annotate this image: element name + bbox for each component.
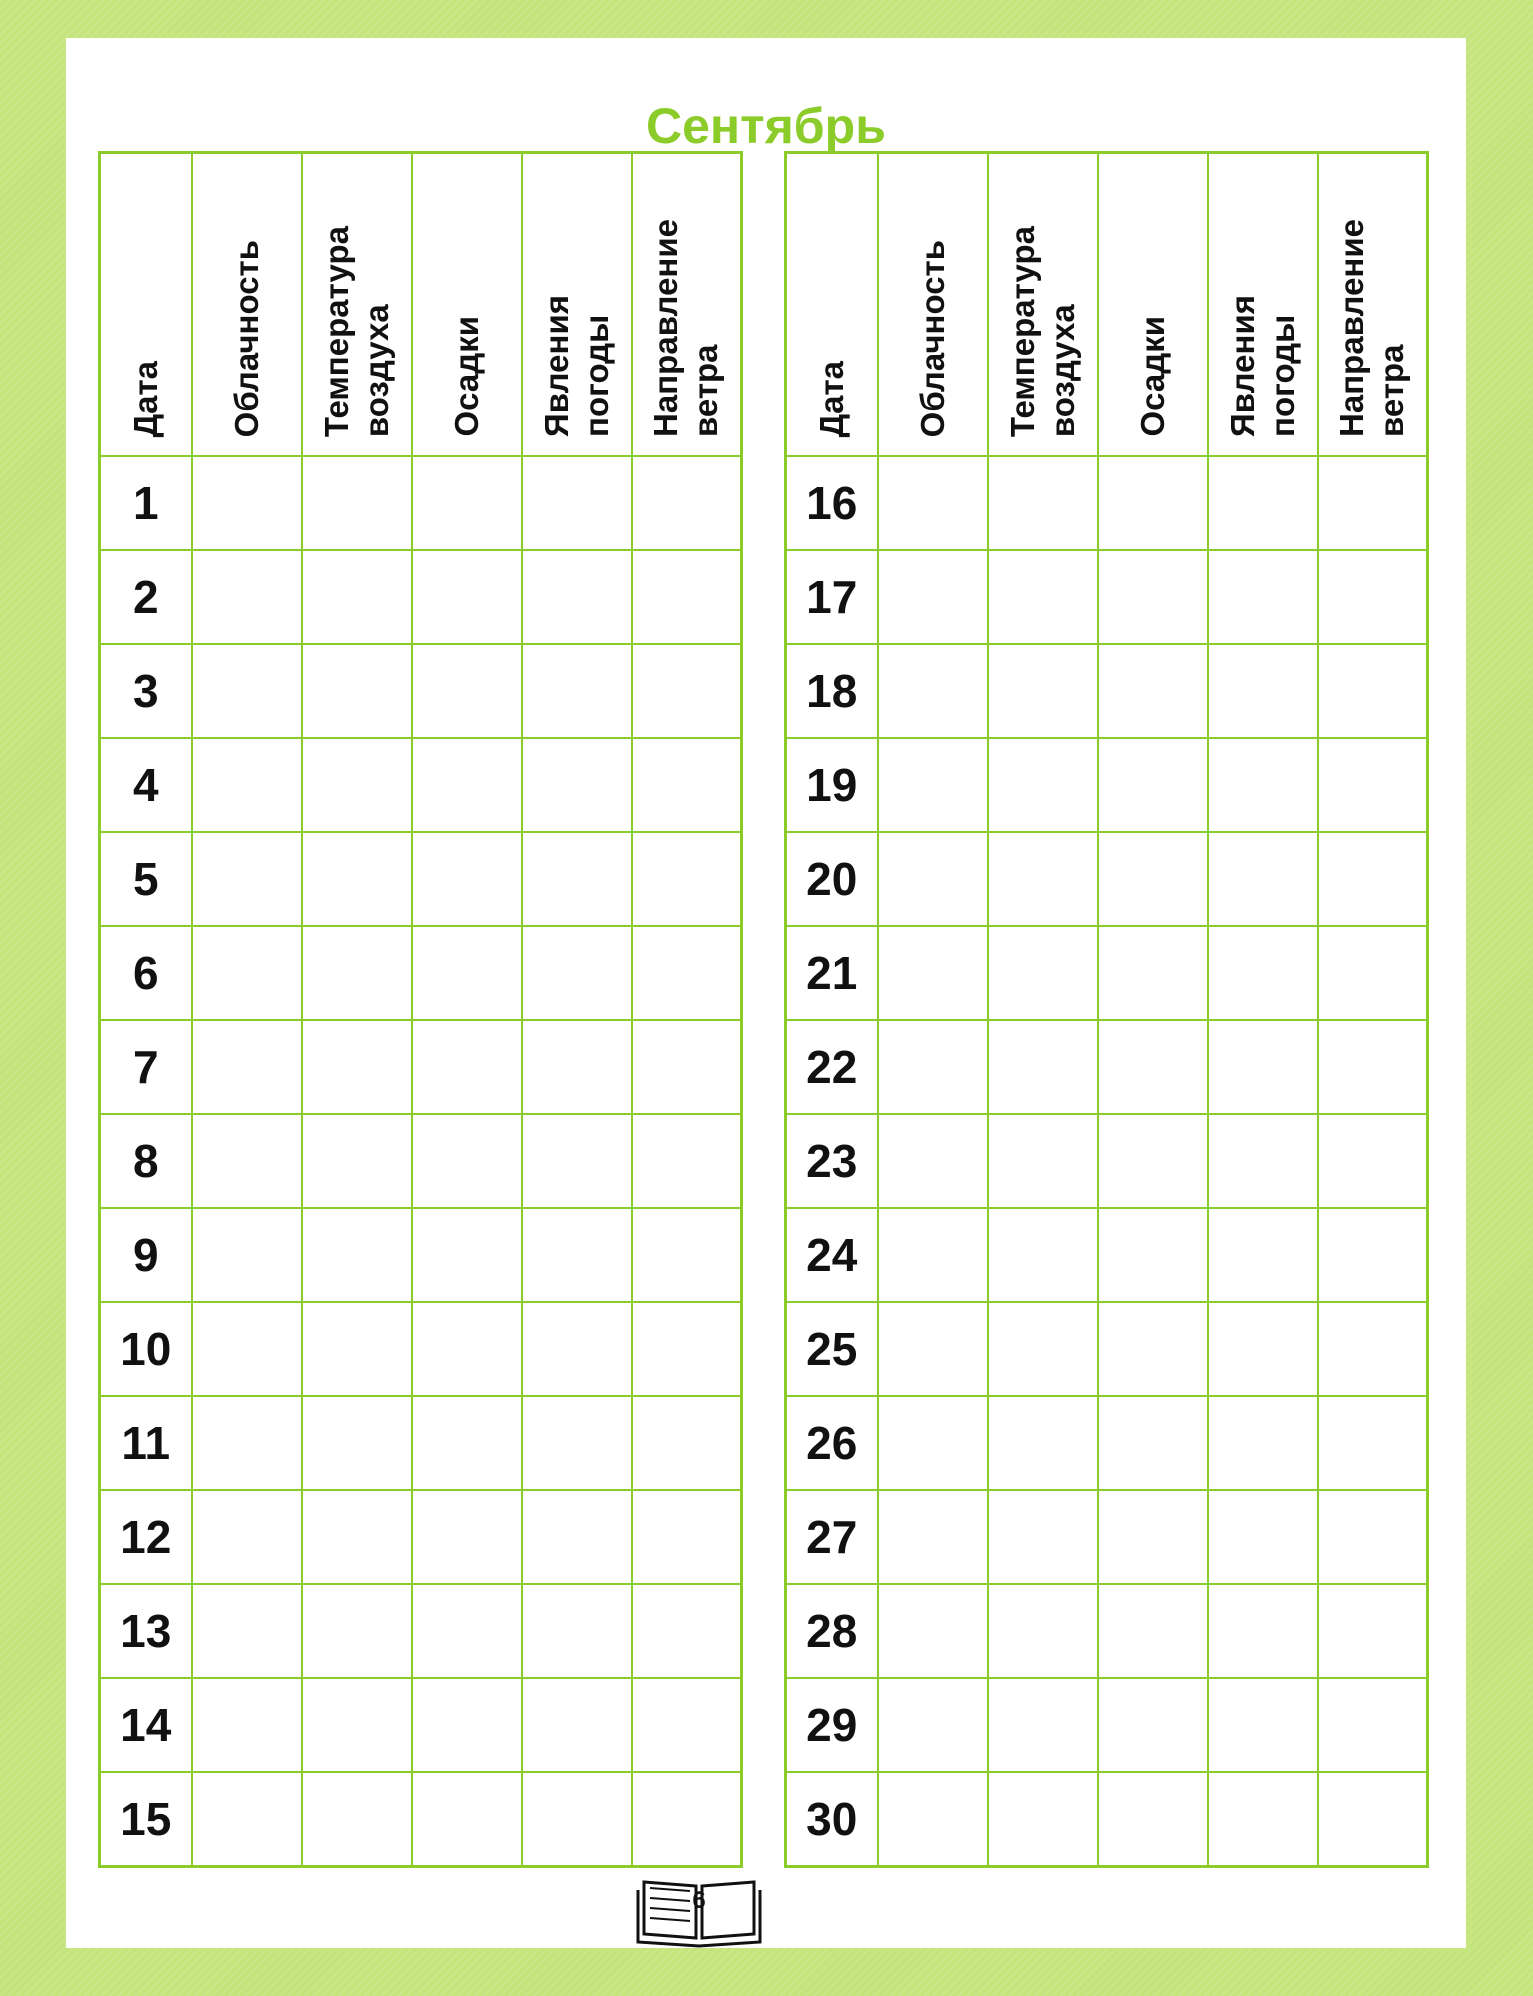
weather-phenomena-cell[interactable] xyxy=(522,926,632,1020)
wind-direction-cell[interactable] xyxy=(1318,1020,1428,1114)
date-cell: 5 xyxy=(100,832,192,926)
table-header-row xyxy=(786,153,1428,457)
weather-phenomena-cell[interactable] xyxy=(1208,550,1318,644)
date-cell: 24 xyxy=(786,1208,878,1302)
temperature-cell[interactable] xyxy=(302,832,412,926)
cloudiness-cell[interactable] xyxy=(192,926,302,1020)
date-cell: 3 xyxy=(100,644,192,738)
wind-direction-cell[interactable] xyxy=(1318,1208,1428,1302)
table-row xyxy=(786,1020,1428,1114)
cloudiness-cell[interactable] xyxy=(878,832,988,926)
table-row xyxy=(100,738,742,832)
date-cell: 27 xyxy=(786,1490,878,1584)
temperature-cell[interactable] xyxy=(988,738,1098,832)
weather-phenomena-cell[interactable] xyxy=(1208,1490,1318,1584)
precipitation-cell[interactable] xyxy=(412,1020,522,1114)
date-cell: 13 xyxy=(100,1584,192,1678)
precipitation-cell[interactable] xyxy=(1098,1678,1208,1772)
cloudiness-cell[interactable] xyxy=(878,1302,988,1396)
cloudiness-cell[interactable] xyxy=(192,1302,302,1396)
wind-direction-cell[interactable] xyxy=(632,738,742,832)
table-row xyxy=(100,926,742,1020)
precipitation-cell[interactable] xyxy=(1098,1114,1208,1208)
temperature-cell[interactable] xyxy=(302,456,412,550)
cloudiness-cell[interactable] xyxy=(878,550,988,644)
table-row xyxy=(786,550,1428,644)
cloudiness-cell[interactable] xyxy=(878,1490,988,1584)
table-row xyxy=(100,456,742,550)
temperature-cell[interactable] xyxy=(302,1208,412,1302)
weather-phenomena-cell[interactable] xyxy=(522,1114,632,1208)
table-row xyxy=(786,1208,1428,1302)
page-number: 6 xyxy=(692,1887,706,1914)
date-cell: 25 xyxy=(786,1302,878,1396)
table-header-row xyxy=(100,153,742,457)
date-cell: 19 xyxy=(786,738,878,832)
date-cell: 6 xyxy=(100,926,192,1020)
date-cell: 18 xyxy=(786,644,878,738)
precipitation-cell[interactable] xyxy=(1098,926,1208,1020)
cloudiness-cell[interactable] xyxy=(192,1020,302,1114)
wind-direction-cell[interactable] xyxy=(1318,1678,1428,1772)
temperature-cell[interactable] xyxy=(302,738,412,832)
weather-phenomena-cell[interactable] xyxy=(522,832,632,926)
wind-direction-cell[interactable] xyxy=(1318,738,1428,832)
table-row xyxy=(786,644,1428,738)
cloudiness-cell[interactable] xyxy=(192,1772,302,1867)
date-cell: 29 xyxy=(786,1678,878,1772)
precipitation-cell[interactable] xyxy=(412,550,522,644)
date-cell: 2 xyxy=(100,550,192,644)
wind-direction-cell[interactable] xyxy=(1318,456,1428,550)
table-row xyxy=(786,926,1428,1020)
wind-direction-cell[interactable] xyxy=(1318,1584,1428,1678)
weather-phenomena-cell[interactable] xyxy=(1208,1584,1318,1678)
cloudiness-cell[interactable] xyxy=(878,926,988,1020)
temperature-cell[interactable] xyxy=(988,1114,1098,1208)
weather-phenomena-cell[interactable] xyxy=(522,1490,632,1584)
cloudiness-cell[interactable] xyxy=(192,738,302,832)
cloudiness-cell[interactable] xyxy=(878,1208,988,1302)
temperature-cell[interactable] xyxy=(302,1772,412,1867)
temperature-cell[interactable] xyxy=(302,1302,412,1396)
precipitation-cell[interactable] xyxy=(412,738,522,832)
header-weather-phenomena: Явления погоды xyxy=(1208,153,1318,457)
workbook-page xyxy=(66,38,1466,1948)
page-number-badge xyxy=(632,1868,766,1948)
temperature-cell[interactable] xyxy=(302,1490,412,1584)
wind-direction-cell[interactable] xyxy=(632,926,742,1020)
temperature-cell[interactable] xyxy=(302,1114,412,1208)
table-row xyxy=(786,1678,1428,1772)
date-cell: 23 xyxy=(786,1114,878,1208)
cloudiness-cell[interactable] xyxy=(878,1020,988,1114)
table-row xyxy=(786,1490,1428,1584)
cloudiness-cell[interactable] xyxy=(192,832,302,926)
table-row xyxy=(786,1584,1428,1678)
date-cell: 4 xyxy=(100,738,192,832)
header-date: Дата xyxy=(100,153,192,457)
table-row xyxy=(786,1772,1428,1867)
temperature-cell[interactable] xyxy=(988,1020,1098,1114)
wind-direction-cell[interactable] xyxy=(632,1772,742,1867)
weather-phenomena-cell[interactable] xyxy=(522,1772,632,1867)
wind-direction-cell[interactable] xyxy=(632,1490,742,1584)
wind-direction-cell[interactable] xyxy=(1318,926,1428,1020)
precipitation-cell[interactable] xyxy=(1098,1208,1208,1302)
cloudiness-cell[interactable] xyxy=(192,644,302,738)
table-row xyxy=(100,1584,742,1678)
wind-direction-cell[interactable] xyxy=(1318,1490,1428,1584)
cloudiness-cell[interactable] xyxy=(878,1772,988,1867)
date-cell: 15 xyxy=(100,1772,192,1867)
table-row xyxy=(100,1490,742,1584)
temperature-cell[interactable] xyxy=(988,926,1098,1020)
temperature-cell[interactable] xyxy=(988,1584,1098,1678)
weather-phenomena-cell[interactable] xyxy=(522,456,632,550)
date-cell: 14 xyxy=(100,1678,192,1772)
weather-phenomena-cell[interactable] xyxy=(522,1678,632,1772)
cloudiness-cell[interactable] xyxy=(192,1208,302,1302)
temperature-cell[interactable] xyxy=(988,644,1098,738)
header-weather-phenomena: Явления погоды xyxy=(522,153,632,457)
precipitation-cell[interactable] xyxy=(1098,1020,1208,1114)
wind-direction-cell[interactable] xyxy=(1318,832,1428,926)
date-cell: 26 xyxy=(786,1396,878,1490)
date-cell: 1 xyxy=(100,456,192,550)
table-row xyxy=(100,1302,742,1396)
weather-phenomena-cell[interactable] xyxy=(522,1584,632,1678)
date-cell: 7 xyxy=(100,1020,192,1114)
weather-phenomena-cell[interactable] xyxy=(522,1208,632,1302)
wind-direction-cell[interactable] xyxy=(1318,550,1428,644)
precipitation-cell[interactable] xyxy=(412,1584,522,1678)
date-cell: 11 xyxy=(100,1396,192,1490)
wind-direction-cell[interactable] xyxy=(632,832,742,926)
cloudiness-cell[interactable] xyxy=(878,1584,988,1678)
cloudiness-cell[interactable] xyxy=(878,1396,988,1490)
header-temperature: Температура воздуха xyxy=(988,153,1098,457)
wind-direction-cell[interactable] xyxy=(1318,1114,1428,1208)
wind-direction-cell[interactable] xyxy=(1318,1396,1428,1490)
temperature-cell[interactable] xyxy=(302,550,412,644)
wind-direction-cell[interactable] xyxy=(632,550,742,644)
table-row xyxy=(100,1114,742,1208)
cloudiness-cell[interactable] xyxy=(878,644,988,738)
wind-direction-cell[interactable] xyxy=(632,1584,742,1678)
temperature-cell[interactable] xyxy=(988,1678,1098,1772)
table-row xyxy=(100,1208,742,1302)
precipitation-cell[interactable] xyxy=(1098,456,1208,550)
table-row xyxy=(100,644,742,738)
temperature-cell[interactable] xyxy=(988,1208,1098,1302)
date-cell: 28 xyxy=(786,1584,878,1678)
precipitation-cell[interactable] xyxy=(412,1114,522,1208)
date-cell: 10 xyxy=(100,1302,192,1396)
table-row xyxy=(786,1302,1428,1396)
temperature-cell[interactable] xyxy=(988,1490,1098,1584)
date-cell: 21 xyxy=(786,926,878,1020)
temperature-cell[interactable] xyxy=(302,1584,412,1678)
cloudiness-cell[interactable] xyxy=(192,550,302,644)
cloudiness-cell[interactable] xyxy=(192,1584,302,1678)
date-cell: 30 xyxy=(786,1772,878,1867)
weather-phenomena-cell[interactable] xyxy=(1208,1396,1318,1490)
weather-phenomena-cell[interactable] xyxy=(1208,644,1318,738)
weather-phenomena-cell[interactable] xyxy=(1208,926,1318,1020)
temperature-cell[interactable] xyxy=(302,644,412,738)
weather-table-left xyxy=(98,151,743,1868)
precipitation-cell[interactable] xyxy=(1098,1490,1208,1584)
cloudiness-cell[interactable] xyxy=(878,738,988,832)
precipitation-cell[interactable] xyxy=(1098,832,1208,926)
temperature-cell[interactable] xyxy=(988,1772,1098,1867)
table-row xyxy=(100,1020,742,1114)
wind-direction-cell[interactable] xyxy=(1318,1772,1428,1867)
table-row xyxy=(100,1678,742,1772)
cloudiness-cell[interactable] xyxy=(192,456,302,550)
weather-phenomena-cell[interactable] xyxy=(1208,1772,1318,1867)
weather-phenomena-cell[interactable] xyxy=(522,550,632,644)
precipitation-cell[interactable] xyxy=(412,926,522,1020)
table-row xyxy=(786,832,1428,926)
cloudiness-cell[interactable] xyxy=(192,1678,302,1772)
weather-phenomena-cell[interactable] xyxy=(522,1020,632,1114)
weather-phenomena-cell[interactable] xyxy=(1208,1208,1318,1302)
table-row xyxy=(100,832,742,926)
table-row xyxy=(786,456,1428,550)
weather-phenomena-cell[interactable] xyxy=(522,1302,632,1396)
wind-direction-cell[interactable] xyxy=(632,1208,742,1302)
temperature-cell[interactable] xyxy=(302,1396,412,1490)
cloudiness-cell[interactable] xyxy=(192,1396,302,1490)
precipitation-cell[interactable] xyxy=(412,1302,522,1396)
temperature-cell[interactable] xyxy=(302,1020,412,1114)
precipitation-cell[interactable] xyxy=(412,1396,522,1490)
date-cell: 17 xyxy=(786,550,878,644)
table-row xyxy=(100,550,742,644)
temperature-cell[interactable] xyxy=(302,1678,412,1772)
weather-table-right xyxy=(784,151,1429,1868)
date-cell: 16 xyxy=(786,456,878,550)
weather-phenomena-cell[interactable] xyxy=(1208,1678,1318,1772)
precipitation-cell[interactable] xyxy=(1098,1772,1208,1867)
wind-direction-cell[interactable] xyxy=(632,1114,742,1208)
page-title: Сентябрь xyxy=(646,98,886,154)
weather-phenomena-cell[interactable] xyxy=(1208,1302,1318,1396)
temperature-cell[interactable] xyxy=(988,832,1098,926)
date-cell: 9 xyxy=(100,1208,192,1302)
precipitation-cell[interactable] xyxy=(1098,738,1208,832)
precipitation-cell[interactable] xyxy=(412,644,522,738)
table-row xyxy=(786,1396,1428,1490)
temperature-cell[interactable] xyxy=(302,926,412,1020)
temperature-cell[interactable] xyxy=(988,550,1098,644)
precipitation-cell[interactable] xyxy=(1098,1302,1208,1396)
precipitation-cell[interactable] xyxy=(1098,1396,1208,1490)
precipitation-cell[interactable] xyxy=(1098,644,1208,738)
wind-direction-cell[interactable] xyxy=(632,1020,742,1114)
weather-phenomena-cell[interactable] xyxy=(522,738,632,832)
cloudiness-cell[interactable] xyxy=(192,1490,302,1584)
precipitation-cell[interactable] xyxy=(1098,1584,1208,1678)
precipitation-cell[interactable] xyxy=(412,1490,522,1584)
table-row xyxy=(786,738,1428,832)
weather-phenomena-cell[interactable] xyxy=(522,1396,632,1490)
wind-direction-cell[interactable] xyxy=(1318,644,1428,738)
header-temperature: Температура воздуха xyxy=(302,153,412,457)
header-date: Дата xyxy=(786,153,878,457)
cloudiness-cell[interactable] xyxy=(878,1678,988,1772)
table-row xyxy=(100,1396,742,1490)
date-cell: 22 xyxy=(786,1020,878,1114)
weather-phenomena-cell[interactable] xyxy=(1208,456,1318,550)
precipitation-cell[interactable] xyxy=(412,1772,522,1867)
weather-phenomena-cell[interactable] xyxy=(522,644,632,738)
header-cloudiness: Облачность xyxy=(878,153,988,457)
cloudiness-cell[interactable] xyxy=(878,1114,988,1208)
precipitation-cell[interactable] xyxy=(412,456,522,550)
date-cell: 8 xyxy=(100,1114,192,1208)
precipitation-cell[interactable] xyxy=(412,832,522,926)
weather-phenomena-cell[interactable] xyxy=(1208,1020,1318,1114)
cloudiness-cell[interactable] xyxy=(192,1114,302,1208)
table-row xyxy=(786,1114,1428,1208)
header-wind-direction: Направление ветра xyxy=(632,153,742,457)
temperature-cell[interactable] xyxy=(988,1396,1098,1490)
header-precipitation: Осадки xyxy=(1098,153,1208,457)
weather-phenomena-cell[interactable] xyxy=(1208,832,1318,926)
wind-direction-cell[interactable] xyxy=(632,644,742,738)
precipitation-cell[interactable] xyxy=(1098,550,1208,644)
temperature-cell[interactable] xyxy=(988,456,1098,550)
cloudiness-cell[interactable] xyxy=(878,456,988,550)
wind-direction-cell[interactable] xyxy=(632,1302,742,1396)
date-cell: 20 xyxy=(786,832,878,926)
wind-direction-cell[interactable] xyxy=(632,1396,742,1490)
header-precipitation: Осадки xyxy=(412,153,522,457)
table-row xyxy=(100,1772,742,1867)
precipitation-cell[interactable] xyxy=(412,1208,522,1302)
wind-direction-cell[interactable] xyxy=(632,1678,742,1772)
header-cloudiness: Облачность xyxy=(192,153,302,457)
precipitation-cell[interactable] xyxy=(412,1678,522,1772)
date-cell: 12 xyxy=(100,1490,192,1584)
wind-direction-cell[interactable] xyxy=(1318,1302,1428,1396)
weather-phenomena-cell[interactable] xyxy=(1208,738,1318,832)
wind-direction-cell[interactable] xyxy=(632,456,742,550)
temperature-cell[interactable] xyxy=(988,1302,1098,1396)
header-wind-direction: Направление ветра xyxy=(1318,153,1428,457)
weather-phenomena-cell[interactable] xyxy=(1208,1114,1318,1208)
